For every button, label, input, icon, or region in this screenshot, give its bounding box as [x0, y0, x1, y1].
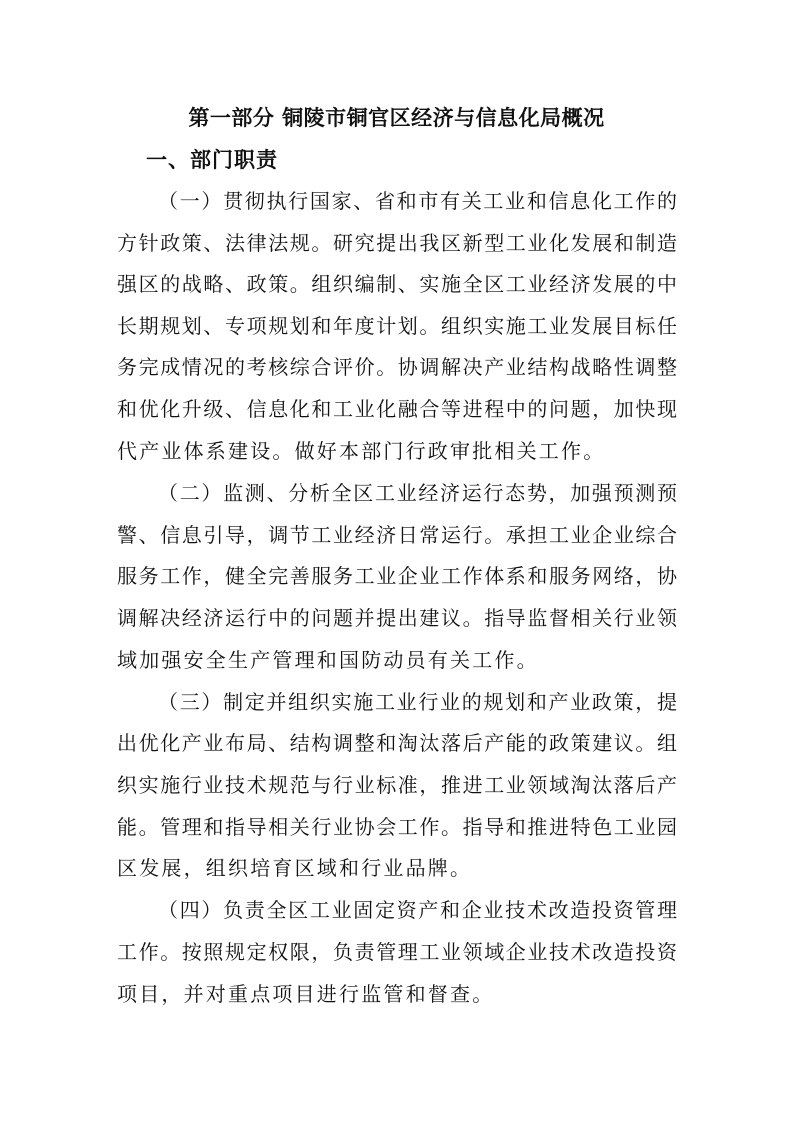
paragraph-line: 能。管理和指导相关行业协会工作。指导和推进特色工业园 [117, 815, 677, 839]
paragraph-line: 代产业体系建设。做好本部门行政审批相关工作。 [117, 439, 606, 463]
paragraph-line: （一）贯彻执行国家、省和市有关工业和信息化工作的 [158, 189, 677, 213]
paragraph-line: 项目，并对重点项目进行监管和督查。 [117, 982, 495, 1006]
paragraph-line: 方针政策、法律法规。研究提出我区新型工业化发展和制造 [117, 231, 677, 255]
section-heading: 一、部门职责 [146, 148, 278, 172]
paragraph-line: （二）监测、分析全区工业经济运行态势，加强预测预 [158, 481, 677, 505]
paragraph-line: 区发展，组织培育区域和行业品牌。 [117, 856, 473, 880]
paragraph-line: 服务工作，健全完善服务工业企业工作体系和服务网络，协 [117, 564, 677, 588]
paragraph-line: 务完成情况的考核综合评价。协调解决产业结构战略性调整 [117, 355, 677, 379]
paragraph-line: 织实施行业技术规范与行业标准，推进工业领域淘汰落后产 [117, 773, 677, 797]
paragraph-line: 警、信息引导，调节工业经济日常运行。承担工业企业综合 [117, 523, 677, 547]
paragraph-line: 工作。按照规定权限，负责管理工业领域企业技术改造投资 [117, 940, 677, 964]
paragraph-line: 域加强安全生产管理和国防动员有关工作。 [117, 648, 539, 672]
document-title: 第一部分 铜陵市铜官区经济与信息化局概况 [188, 106, 605, 130]
paragraph-line: （四）负责全区工业固定资产和企业技术改造投资管理 [158, 898, 677, 922]
paragraph-line: 和优化升级、信息化和工业化融合等进程中的问题，加快现 [117, 397, 677, 421]
paragraph-line: 调解决经济运行中的问题并提出建议。指导监督相关行业领 [117, 606, 677, 630]
paragraph-line: 出优化产业布局、结构调整和淘汰落后产能的政策建议。组 [117, 731, 677, 755]
paragraph-line: 长期规划、专项规划和年度计划。组织实施工业发展目标任 [117, 314, 677, 338]
paragraph-line: （三）制定并组织实施工业行业的规划和产业政策，提 [158, 690, 677, 714]
paragraph-line: 强区的战略、政策。组织编制、实施全区工业经济发展的中 [117, 272, 677, 296]
